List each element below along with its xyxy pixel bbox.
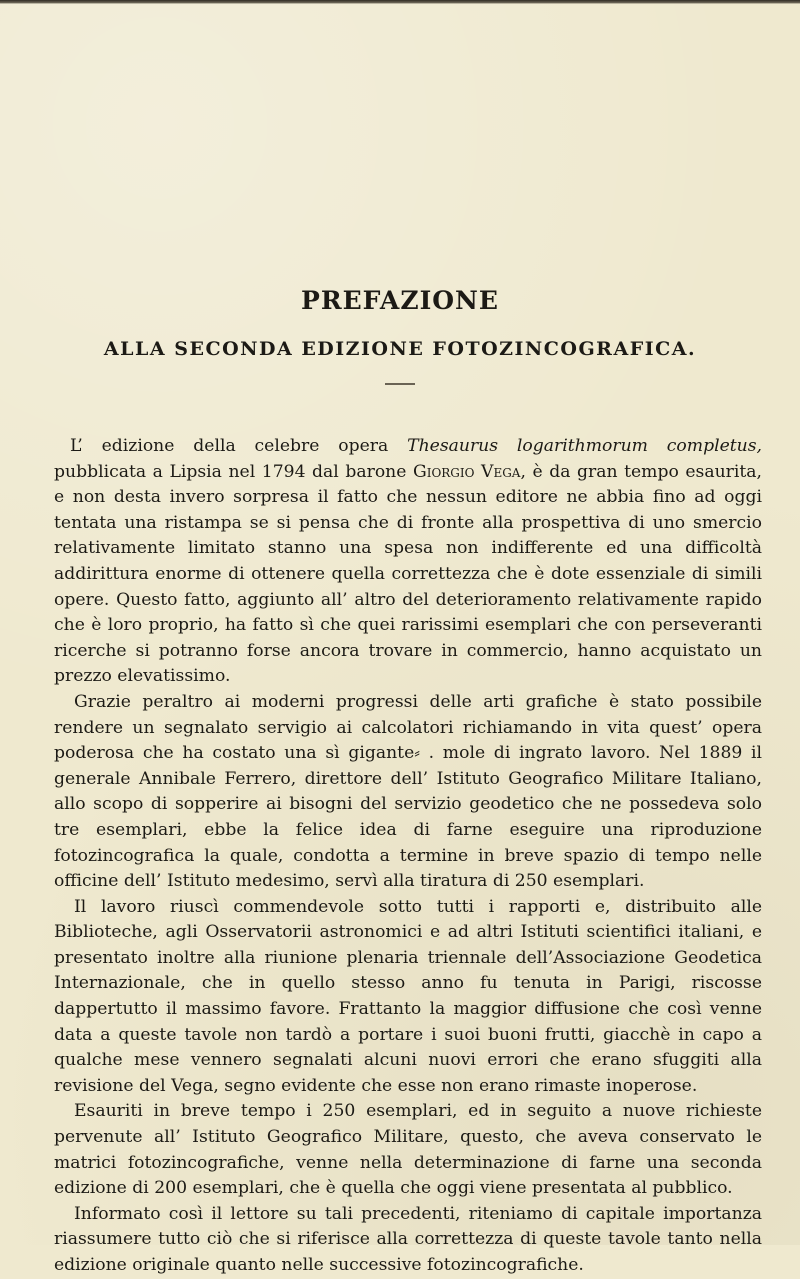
page-subtitle: ALLA SECONDA EDIZIONE FOTOZINCOGRAFICA.: [103, 338, 697, 360]
divider: [385, 383, 415, 385]
author-name: Giorgio Vega,: [412, 461, 526, 482]
body-text: [54, 434, 762, 1279]
paragraph-4: Esauriti in breve tempo i 250 esemplari, ed in seguito a nuove richieste pervenute all’ Istituto Geografico Militare, questo, che aveva conservato le matrici fotozincografiche, venne nella determinazione di farne una seconda edizione di 200 esemplari, che è quella che oggi viene presentata al pubblico.: [54, 1101, 762, 1199]
page-title: PREFAZIONE: [301, 286, 499, 315]
top-rule: [0, 0, 800, 4]
paragraph-1-post: è da gran tempo esaurita, e non desta invero sorpresa il fatto che nessun editore ne abbia fino ad oggi tentata una ristampa se si pensa che di fronte alla prospettiva di uno smercio relativamente limitato stanno una spesa non indifferente ed una difficoltà addirittura enorme di ottenere quella correttezza che è dote essenziale di simili opere. Questo fatto, aggiunto all’ altro del deterioramento relativamente rapido che è loro proprio, ha fatto sì che quei rarissimi esemplari che con perseveranti ricerche si potranno forse ancora trovare in commercio, hanno acquistato un prezzo elevatissimo.: [54, 461, 762, 687]
paragraph-5: Informato così il lettore su tali precedenti, riteniamo di capitale importanza riassumere tutto ciò che si riferisce alla correttezza di queste tavole tanto nella edizione originale quanto nelle successive fotozincografiche.: [54, 1203, 762, 1275]
paragraph-2: Grazie peraltro ai moderni progressi delle arti grafiche è stato possibile rendere un segnalato servigio ai calcolatori richiamando in vita quest’ opera poderosa che ha costato una sì gigante⸗ . mole di ingrato lavoro. Nel 1889 il generale Annibale Ferrero, direttore dell’ Istituto Geografico Militare Italiano, allo scopo di sopperire ai bisogni del servizio geodetico che ne possedeva solo tre esemplari, ebbe la felice idea di farne eseguire una riproduzione fotozincografica la quale, condotta a termine in breve spazio di tempo nelle officine dell’ Istituto medesimo, servì alla tiratura di 250 esemplari.: [54, 691, 762, 892]
paragraph-3: Il lavoro riuscì commendevole sotto tutti i rapporti e, distribuito alle Biblioteche, agli Osservatorii astronomici e ad altri Istituti scientifici italiani, e presentato inoltre alla riunione plenaria triennale dell’Associazione Geodetica Internazionale, che in quello stesso anno fu tenuta in Parigi, riscosse dappertutto il massimo favore. Frattanto la maggior diffusione che così venne data a queste tavole non tardò a portare i suoi buoni frutti, giacchè in capo a qualche mese vennero segnalati alcuni nuovi errori che erano sfuggiti alla revisione del Vega, segno evidente che esse non erano rimaste inoperose.: [54, 896, 762, 1096]
paragraph-1: [54, 434, 762, 690]
paragraph-1-mid: pubblicata a Lipsia nel 1794 dal barone: [54, 461, 413, 482]
work-title: Thesaurus logarithmorum completus,: [407, 436, 763, 456]
paragraph-1-pre: L’ edizione della celebre opera: [70, 436, 408, 456]
